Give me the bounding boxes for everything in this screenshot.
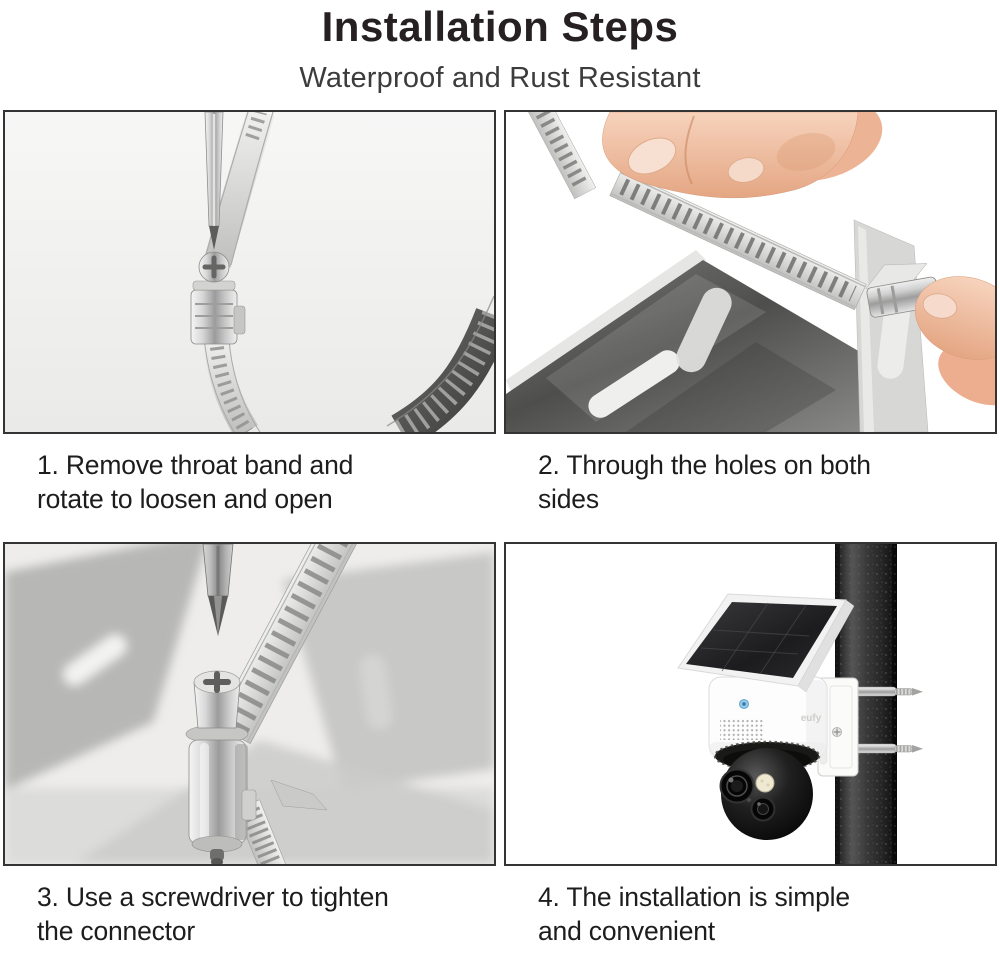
page-title: Installation Steps <box>321 3 679 50</box>
caption-line: 4. The installation is simple <box>538 882 850 912</box>
page-subtitle: Waterproof and Rust Resistant <box>299 62 701 94</box>
step-3-photo <box>3 542 496 866</box>
camera-mounted-on-pole-illustration <box>506 544 995 864</box>
step-2 <box>504 110 997 542</box>
steps-grid <box>0 110 1000 974</box>
spotlight <box>756 774 774 792</box>
caption-line: and convenient <box>538 916 715 946</box>
caption-line: the connector <box>37 916 195 946</box>
caption-line: sides <box>538 484 599 514</box>
step-1-photo <box>3 110 496 434</box>
step-3-caption <box>37 880 496 948</box>
step-2-photo <box>504 110 997 434</box>
caption-line: rotate to loosen and open <box>37 484 333 514</box>
step-2-caption <box>538 448 997 516</box>
caption-line: 3. Use a screwdriver to tighten <box>37 882 389 912</box>
speaker-grille <box>720 719 764 740</box>
camera-brand-logo: eufy <box>800 713 822 724</box>
step-4-caption <box>538 880 997 948</box>
strap-through-bracket-holes-illustration <box>506 112 995 432</box>
sensor-dot <box>747 798 751 802</box>
step-4 <box>504 542 997 974</box>
hose-clamp-with-screwdriver-illustration <box>5 112 494 432</box>
caption-line: 1. Remove throat band and <box>37 450 354 480</box>
page-header <box>0 0 1000 96</box>
step-1-caption <box>37 448 496 516</box>
step-3 <box>3 542 496 974</box>
caption-line: 2. Through the holes on both <box>538 450 871 480</box>
step-4-photo <box>504 542 997 866</box>
step-1 <box>3 110 496 542</box>
screwdriver-tightening-connector-illustration <box>5 544 494 864</box>
